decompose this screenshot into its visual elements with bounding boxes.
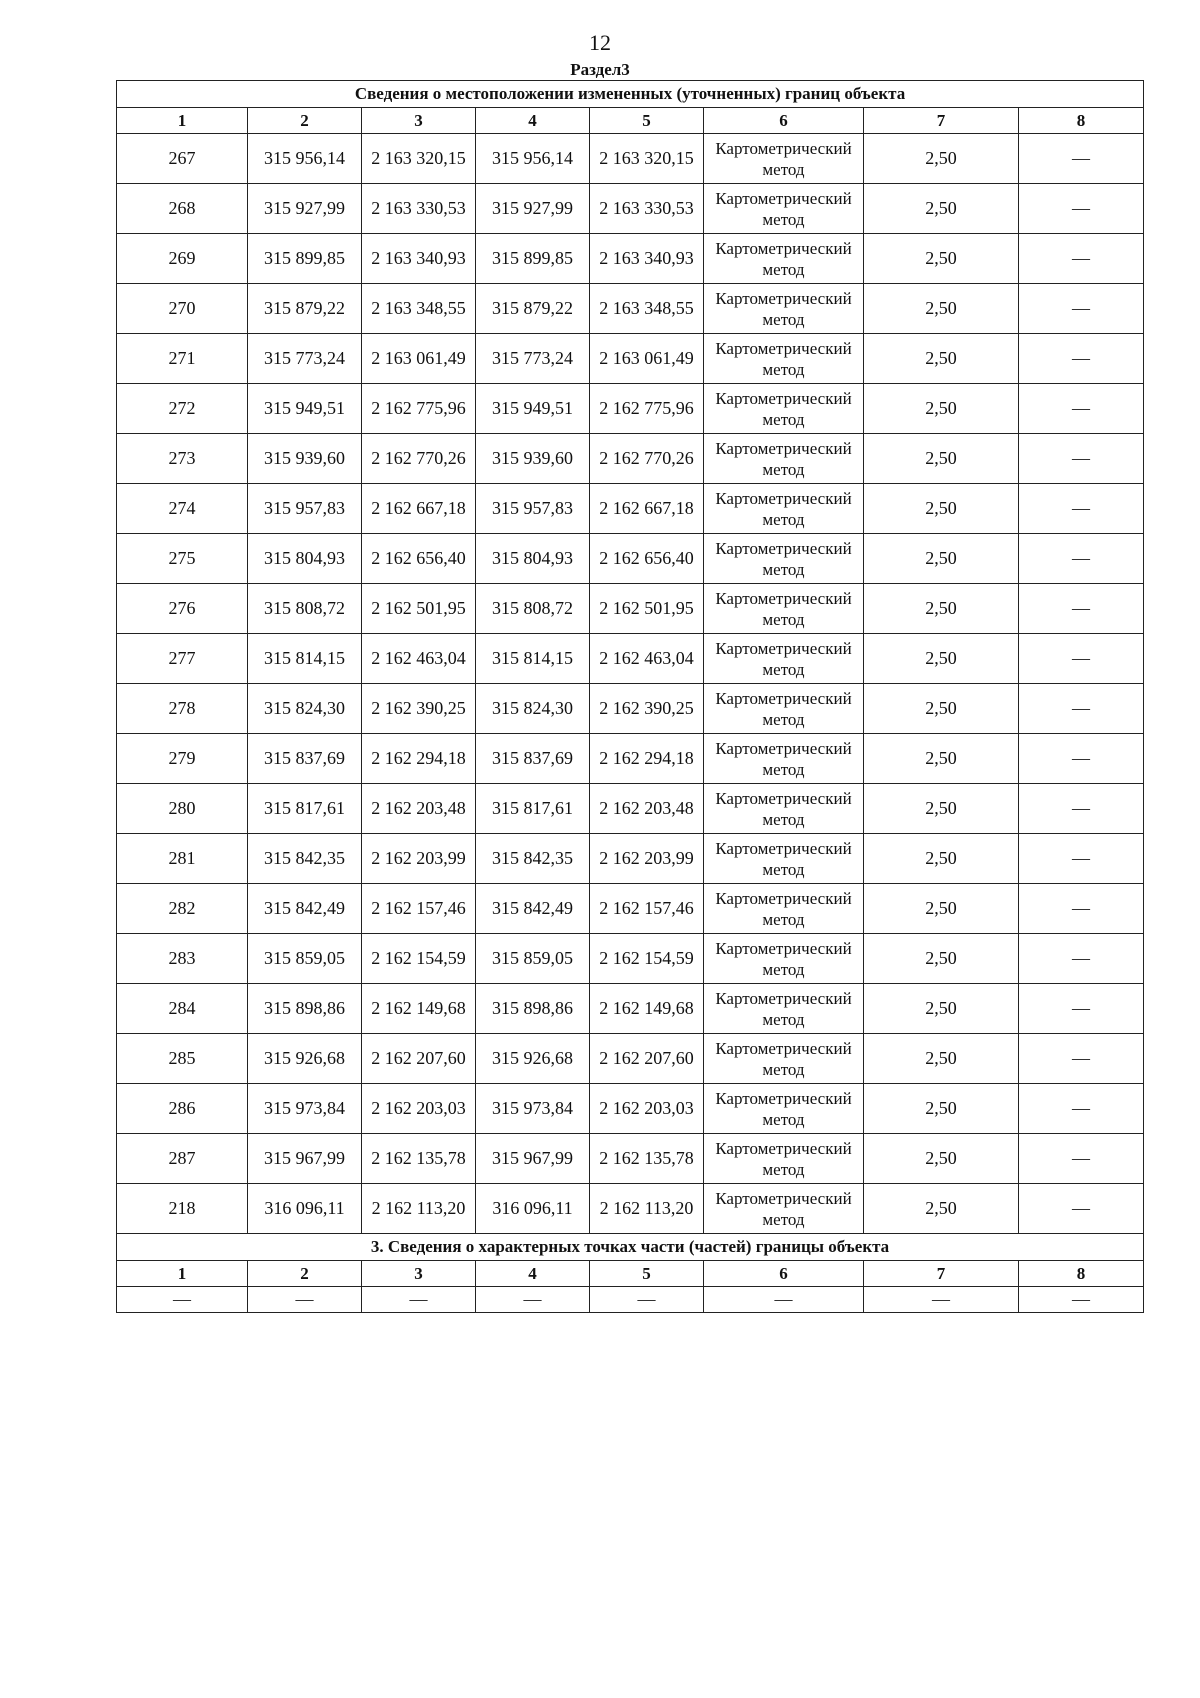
y-new-cell: 2 162 390,25 xyxy=(590,684,704,734)
point-id-cell: 275 xyxy=(117,534,248,584)
method-cell: Картометрический метод xyxy=(704,534,864,584)
method-cell: Картометрический метод xyxy=(704,1084,864,1134)
empty-cell: — xyxy=(1019,1287,1144,1313)
note-cell: — xyxy=(1019,734,1144,784)
y-new-cell: 2 162 203,48 xyxy=(590,784,704,834)
table-row xyxy=(117,1084,1144,1134)
y-old-cell: 2 162 157,46 xyxy=(362,884,476,934)
table-row xyxy=(117,134,1144,184)
accuracy-cell: 2,50 xyxy=(864,284,1019,334)
table-row xyxy=(117,284,1144,334)
part-empty-row xyxy=(117,1287,1144,1313)
column-number: 6 xyxy=(704,108,864,134)
x-old-cell: 315 939,60 xyxy=(248,434,362,484)
x-old-cell: 315 773,24 xyxy=(248,334,362,384)
accuracy-cell: 2,50 xyxy=(864,584,1019,634)
accuracy-cell: 2,50 xyxy=(864,484,1019,534)
method-cell: Картометрический метод xyxy=(704,484,864,534)
point-id-cell: 269 xyxy=(117,234,248,284)
x-new-cell: 315 804,93 xyxy=(476,534,590,584)
y-old-cell: 2 163 330,53 xyxy=(362,184,476,234)
section-label: Раздел3 xyxy=(570,60,630,79)
method-cell: Картометрический метод xyxy=(704,884,864,934)
y-new-cell: 2 162 135,78 xyxy=(590,1134,704,1184)
y-new-cell: 2 162 113,20 xyxy=(590,1184,704,1234)
y-old-cell: 2 163 340,93 xyxy=(362,234,476,284)
y-old-cell: 2 163 061,49 xyxy=(362,334,476,384)
part-column-number-row xyxy=(117,1261,1144,1287)
column-number: 7 xyxy=(864,1261,1019,1287)
table-row xyxy=(117,834,1144,884)
point-id-cell: 280 xyxy=(117,784,248,834)
x-new-cell: 315 817,61 xyxy=(476,784,590,834)
empty-cell: — xyxy=(117,1287,248,1313)
y-new-cell: 2 162 667,18 xyxy=(590,484,704,534)
note-cell: — xyxy=(1019,884,1144,934)
method-cell: Картометрический метод xyxy=(704,934,864,984)
table-row xyxy=(117,1134,1144,1184)
y-new-cell: 2 162 149,68 xyxy=(590,984,704,1034)
point-id-cell: 270 xyxy=(117,284,248,334)
point-id-cell: 271 xyxy=(117,334,248,384)
table-row xyxy=(117,184,1144,234)
x-old-cell: 315 973,84 xyxy=(248,1084,362,1134)
accuracy-cell: 2,50 xyxy=(864,234,1019,284)
method-cell: Картометрический метод xyxy=(704,584,864,634)
point-id-cell: 278 xyxy=(117,684,248,734)
column-number: 3 xyxy=(362,108,476,134)
x-new-cell: 315 842,49 xyxy=(476,884,590,934)
column-number: 7 xyxy=(864,108,1019,134)
coordinates-table-body xyxy=(117,81,1144,1313)
table-row xyxy=(117,384,1144,434)
y-new-cell: 2 163 340,93 xyxy=(590,234,704,284)
empty-cell: — xyxy=(704,1287,864,1313)
note-cell: — xyxy=(1019,184,1144,234)
method-cell: Картометрический метод xyxy=(704,384,864,434)
note-cell: — xyxy=(1019,1134,1144,1184)
accuracy-cell: 2,50 xyxy=(864,1134,1019,1184)
y-new-cell: 2 162 501,95 xyxy=(590,584,704,634)
y-new-cell: 2 162 203,99 xyxy=(590,834,704,884)
method-cell: Картометрический метод xyxy=(704,634,864,684)
accuracy-cell: 2,50 xyxy=(864,884,1019,934)
accuracy-cell: 2,50 xyxy=(864,834,1019,884)
point-id-cell: 273 xyxy=(117,434,248,484)
x-new-cell: 315 814,15 xyxy=(476,634,590,684)
note-cell: — xyxy=(1019,484,1144,534)
y-old-cell: 2 162 203,99 xyxy=(362,834,476,884)
x-old-cell: 315 859,05 xyxy=(248,934,362,984)
point-id-cell: 285 xyxy=(117,1034,248,1084)
y-old-cell: 2 162 135,78 xyxy=(362,1134,476,1184)
y-old-cell: 2 162 775,96 xyxy=(362,384,476,434)
accuracy-cell: 2,50 xyxy=(864,1034,1019,1084)
point-id-cell: 277 xyxy=(117,634,248,684)
x-old-cell: 315 926,68 xyxy=(248,1034,362,1084)
table-caption: Сведения о местоположении измененных (уточненных) границ объекта xyxy=(117,81,1144,108)
method-cell: Картометрический метод xyxy=(704,434,864,484)
x-new-cell: 315 957,83 xyxy=(476,484,590,534)
y-new-cell: 2 163 348,55 xyxy=(590,284,704,334)
accuracy-cell: 2,50 xyxy=(864,984,1019,1034)
x-new-cell: 315 939,60 xyxy=(476,434,590,484)
table-row xyxy=(117,584,1144,634)
column-number: 4 xyxy=(476,1261,590,1287)
y-old-cell: 2 162 294,18 xyxy=(362,734,476,784)
y-new-cell: 2 162 770,26 xyxy=(590,434,704,484)
note-cell: — xyxy=(1019,584,1144,634)
x-new-cell: 315 773,24 xyxy=(476,334,590,384)
x-old-cell: 316 096,11 xyxy=(248,1184,362,1234)
x-old-cell: 315 808,72 xyxy=(248,584,362,634)
accuracy-cell: 2,50 xyxy=(864,734,1019,784)
accuracy-cell: 2,50 xyxy=(864,434,1019,484)
point-id-cell: 267 xyxy=(117,134,248,184)
point-id-cell: 274 xyxy=(117,484,248,534)
x-new-cell: 315 899,85 xyxy=(476,234,590,284)
note-cell: — xyxy=(1019,534,1144,584)
y-new-cell: 2 162 157,46 xyxy=(590,884,704,934)
accuracy-cell: 2,50 xyxy=(864,334,1019,384)
note-cell: — xyxy=(1019,634,1144,684)
x-old-cell: 315 957,83 xyxy=(248,484,362,534)
point-id-cell: 276 xyxy=(117,584,248,634)
table-row xyxy=(117,534,1144,584)
accuracy-cell: 2,50 xyxy=(864,184,1019,234)
x-new-cell: 316 096,11 xyxy=(476,1184,590,1234)
x-old-cell: 315 842,49 xyxy=(248,884,362,934)
point-id-cell: 283 xyxy=(117,934,248,984)
table-row xyxy=(117,884,1144,934)
table-row xyxy=(117,684,1144,734)
point-id-cell: 282 xyxy=(117,884,248,934)
x-old-cell: 315 956,14 xyxy=(248,134,362,184)
column-number: 4 xyxy=(476,108,590,134)
point-id-cell: 268 xyxy=(117,184,248,234)
column-number: 3 xyxy=(362,1261,476,1287)
x-old-cell: 315 967,99 xyxy=(248,1134,362,1184)
y-old-cell: 2 162 667,18 xyxy=(362,484,476,534)
x-new-cell: 315 949,51 xyxy=(476,384,590,434)
y-new-cell: 2 162 203,03 xyxy=(590,1084,704,1134)
x-new-cell: 315 859,05 xyxy=(476,934,590,984)
note-cell: — xyxy=(1019,234,1144,284)
table-row xyxy=(117,634,1144,684)
table-row xyxy=(117,484,1144,534)
y-old-cell: 2 162 770,26 xyxy=(362,434,476,484)
note-cell: — xyxy=(1019,784,1144,834)
note-cell: — xyxy=(1019,434,1144,484)
column-number: 1 xyxy=(117,108,248,134)
method-cell: Картометрический метод xyxy=(704,834,864,884)
y-old-cell: 2 162 501,95 xyxy=(362,584,476,634)
point-id-cell: 286 xyxy=(117,1084,248,1134)
y-old-cell: 2 162 463,04 xyxy=(362,634,476,684)
x-new-cell: 315 927,99 xyxy=(476,184,590,234)
y-old-cell: 2 162 203,48 xyxy=(362,784,476,834)
accuracy-cell: 2,50 xyxy=(864,784,1019,834)
point-id-cell: 218 xyxy=(117,1184,248,1234)
y-new-cell: 2 163 061,49 xyxy=(590,334,704,384)
note-cell: — xyxy=(1019,284,1144,334)
y-new-cell: 2 163 320,15 xyxy=(590,134,704,184)
column-number: 8 xyxy=(1019,108,1144,134)
table-row xyxy=(117,734,1144,784)
x-old-cell: 315 804,93 xyxy=(248,534,362,584)
x-new-cell: 315 879,22 xyxy=(476,284,590,334)
y-old-cell: 2 162 149,68 xyxy=(362,984,476,1034)
column-number: 1 xyxy=(117,1261,248,1287)
method-cell: Картометрический метод xyxy=(704,134,864,184)
point-id-cell: 284 xyxy=(117,984,248,1034)
y-new-cell: 2 162 463,04 xyxy=(590,634,704,684)
x-old-cell: 315 879,22 xyxy=(248,284,362,334)
y-new-cell: 2 163 330,53 xyxy=(590,184,704,234)
method-cell: Картометрический метод xyxy=(704,984,864,1034)
y-new-cell: 2 162 656,40 xyxy=(590,534,704,584)
note-cell: — xyxy=(1019,1034,1144,1084)
method-cell: Картометрический метод xyxy=(704,334,864,384)
table-row xyxy=(117,1034,1144,1084)
x-new-cell: 315 842,35 xyxy=(476,834,590,884)
x-new-cell: 315 808,72 xyxy=(476,584,590,634)
x-old-cell: 315 898,86 xyxy=(248,984,362,1034)
table-row xyxy=(117,334,1144,384)
y-new-cell: 2 162 775,96 xyxy=(590,384,704,434)
note-cell: — xyxy=(1019,1184,1144,1234)
accuracy-cell: 2,50 xyxy=(864,684,1019,734)
accuracy-cell: 2,50 xyxy=(864,134,1019,184)
method-cell: Картометрический метод xyxy=(704,784,864,834)
column-number: 8 xyxy=(1019,1261,1144,1287)
note-cell: — xyxy=(1019,834,1144,884)
y-old-cell: 2 162 207,60 xyxy=(362,1034,476,1084)
method-cell: Картометрический метод xyxy=(704,1184,864,1234)
x-old-cell: 315 837,69 xyxy=(248,734,362,784)
accuracy-cell: 2,50 xyxy=(864,1084,1019,1134)
empty-cell: — xyxy=(864,1287,1019,1313)
part-caption: 3. Сведения о характерных точках части (частей) границы объекта xyxy=(117,1234,1144,1261)
column-number-row xyxy=(117,108,1144,134)
page-number: 12 xyxy=(589,30,611,55)
note-cell: — xyxy=(1019,684,1144,734)
point-id-cell: 279 xyxy=(117,734,248,784)
column-number: 5 xyxy=(590,1261,704,1287)
accuracy-cell: 2,50 xyxy=(864,934,1019,984)
accuracy-cell: 2,50 xyxy=(864,534,1019,584)
note-cell: — xyxy=(1019,334,1144,384)
method-cell: Картометрический метод xyxy=(704,284,864,334)
table-row xyxy=(117,1184,1144,1234)
x-new-cell: 315 837,69 xyxy=(476,734,590,784)
note-cell: — xyxy=(1019,134,1144,184)
y-new-cell: 2 162 154,59 xyxy=(590,934,704,984)
y-old-cell: 2 162 203,03 xyxy=(362,1084,476,1134)
y-old-cell: 2 162 390,25 xyxy=(362,684,476,734)
empty-cell: — xyxy=(248,1287,362,1313)
point-id-cell: 281 xyxy=(117,834,248,884)
y-new-cell: 2 162 294,18 xyxy=(590,734,704,784)
empty-cell: — xyxy=(362,1287,476,1313)
method-cell: Картометрический метод xyxy=(704,184,864,234)
y-new-cell: 2 162 207,60 xyxy=(590,1034,704,1084)
note-cell: — xyxy=(1019,1084,1144,1134)
column-number: 2 xyxy=(248,1261,362,1287)
note-cell: — xyxy=(1019,934,1144,984)
note-cell: — xyxy=(1019,384,1144,434)
x-new-cell: 315 967,99 xyxy=(476,1134,590,1184)
x-old-cell: 315 842,35 xyxy=(248,834,362,884)
x-old-cell: 315 814,15 xyxy=(248,634,362,684)
y-old-cell: 2 163 348,55 xyxy=(362,284,476,334)
y-old-cell: 2 162 154,59 xyxy=(362,934,476,984)
column-number: 2 xyxy=(248,108,362,134)
x-new-cell: 315 824,30 xyxy=(476,684,590,734)
x-old-cell: 315 927,99 xyxy=(248,184,362,234)
column-number: 5 xyxy=(590,108,704,134)
point-id-cell: 272 xyxy=(117,384,248,434)
table-caption-row xyxy=(117,81,1144,108)
method-cell: Картометрический метод xyxy=(704,1034,864,1084)
table-row xyxy=(117,984,1144,1034)
table-row xyxy=(117,784,1144,834)
table-row xyxy=(117,934,1144,984)
accuracy-cell: 2,50 xyxy=(864,634,1019,684)
x-old-cell: 315 899,85 xyxy=(248,234,362,284)
y-old-cell: 2 163 320,15 xyxy=(362,134,476,184)
point-id-cell: 287 xyxy=(117,1134,248,1184)
method-cell: Картометрический метод xyxy=(704,234,864,284)
x-new-cell: 315 956,14 xyxy=(476,134,590,184)
method-cell: Картометрический метод xyxy=(704,684,864,734)
x-new-cell: 315 898,86 xyxy=(476,984,590,1034)
method-cell: Картометрический метод xyxy=(704,734,864,784)
table-row xyxy=(117,434,1144,484)
x-old-cell: 315 949,51 xyxy=(248,384,362,434)
column-number: 6 xyxy=(704,1261,864,1287)
y-old-cell: 2 162 113,20 xyxy=(362,1184,476,1234)
table-row xyxy=(117,234,1144,284)
x-old-cell: 315 817,61 xyxy=(248,784,362,834)
x-old-cell: 315 824,30 xyxy=(248,684,362,734)
part-caption-row xyxy=(117,1234,1144,1261)
accuracy-cell: 2,50 xyxy=(864,1184,1019,1234)
x-new-cell: 315 926,68 xyxy=(476,1034,590,1084)
coordinates-table xyxy=(116,80,1144,1313)
note-cell: — xyxy=(1019,984,1144,1034)
x-new-cell: 315 973,84 xyxy=(476,1084,590,1134)
empty-cell: — xyxy=(476,1287,590,1313)
empty-cell: — xyxy=(590,1287,704,1313)
y-old-cell: 2 162 656,40 xyxy=(362,534,476,584)
method-cell: Картометрический метод xyxy=(704,1134,864,1184)
accuracy-cell: 2,50 xyxy=(864,384,1019,434)
